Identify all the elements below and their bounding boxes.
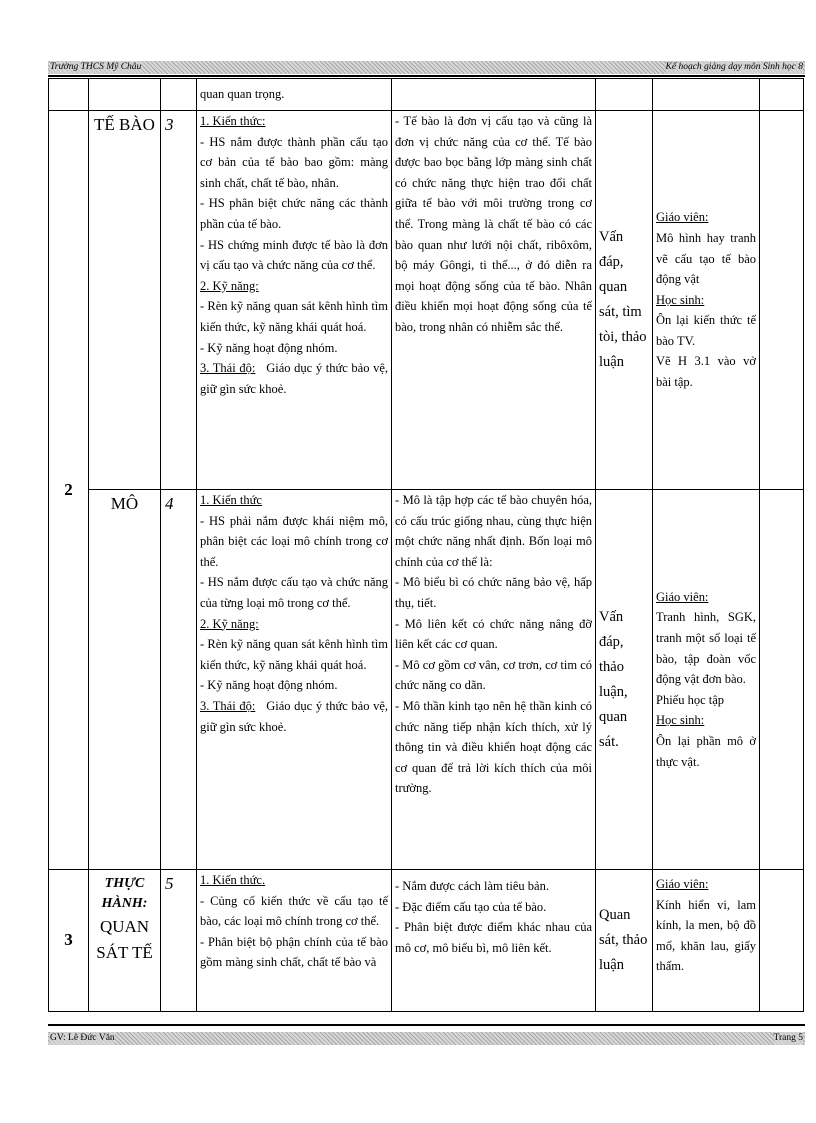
topic-cell: MÔ bbox=[89, 490, 161, 870]
page-header bbox=[48, 61, 805, 74]
attitude-text: Giáo dục ý thức bảo vệ, giữ gìn sức khoẻ. bbox=[200, 698, 389, 734]
period-number: 5 bbox=[161, 870, 197, 1012]
school-name: Trường THCS Mỹ Châu bbox=[50, 62, 142, 72]
goals-cell bbox=[197, 870, 392, 1012]
knowledge-heading: 1. Kiến thức bbox=[200, 493, 262, 507]
knowledge-item: - HS phải nắm được khái niệm mô, phân biệt các loại mô chính trong cơ thể. bbox=[200, 513, 388, 569]
knowledge-item: - Phân biệt bộ phận chính của tế bào gồm màng sinh chất, chất tế bào và bbox=[200, 934, 388, 970]
content-cell bbox=[392, 490, 596, 870]
goals-cell bbox=[197, 490, 392, 870]
knowledge-item: - HS chứng minh được tế bào là đơn vị cấu tạo và chức năng của cơ thể. bbox=[200, 237, 388, 273]
knowledge-item: - HS nắm được thành phần cấu tạo cơ bản của tế bào bao gồm: màng sinh chất, chất tế bào, nhân. bbox=[200, 134, 388, 190]
student-heading: Học sinh: bbox=[656, 713, 705, 728]
skills-heading: 2. Kỹ năng: bbox=[200, 616, 259, 631]
footer-rule bbox=[48, 1024, 805, 1026]
attitude-text: Giáo dục ý thức bảo vệ, giữ gìn sức khoẻ. bbox=[200, 361, 389, 396]
teacher-name: GV: Lê Đức Văn bbox=[50, 1033, 115, 1043]
content-item: - Tế bào là đơn vị cấu tạo và cũng là đơn vị chức năng của cơ thể. Tế bào được bao bọc bằng lớp màng sinh chất có chức năng thực hiện trao đổi chất giữa tế bào với môi trường trong cơ thể. Trong màng là chất tế bào có các bào quan như lưới nội chất, ribôxôm, bộ máy Gôngi, ti thể..., ở đó diễn ra mọi hoạt động sống của tế bào. Nhân điều khiển mọi hoạt động sống của tế bào, trong nhân có nhiễm sắc thể. bbox=[395, 114, 592, 334]
period-number: 3 bbox=[161, 111, 197, 490]
goals-cell bbox=[197, 111, 392, 490]
content-item: - Mô biểu bì có chức năng bảo vệ, hấp thụ, tiết. bbox=[395, 575, 592, 610]
skills-heading: 2. Kỹ năng: bbox=[200, 278, 259, 293]
student-prep: Ôn lại phần mô ở thực vật. bbox=[656, 733, 756, 769]
topic-line: SÁT TẾ bbox=[96, 943, 153, 962]
table-row bbox=[49, 111, 804, 490]
topic-line: HÀNH: bbox=[101, 896, 148, 911]
prep-cell bbox=[653, 870, 760, 1012]
teacher-prep: Tranh hình, SGK, tranh một số loại tế bào, tập đoàn vốc động vật đơn bào. bbox=[656, 610, 756, 687]
topic-line: QUAN bbox=[99, 917, 150, 936]
topic-cell bbox=[89, 870, 161, 1012]
student-prep: Vẽ H 3.1 vào vở bài tập. bbox=[656, 354, 756, 390]
prep-cell bbox=[653, 490, 760, 870]
attitude-heading: 3. Thái độ: bbox=[200, 698, 256, 713]
page-number: Trang 5 bbox=[773, 1033, 803, 1043]
page-footer bbox=[48, 1032, 805, 1045]
topic-cell: TẾ BÀO bbox=[89, 111, 161, 490]
teacher-heading: Giáo viên: bbox=[656, 210, 709, 225]
chapter-number: 3 bbox=[49, 870, 89, 1012]
chapter-number: 2 bbox=[49, 111, 89, 870]
content-item: - Nắm được cách làm tiêu bản. bbox=[395, 879, 549, 893]
content-item: - Phân biệt được điểm khác nhau của mô cơ, mô biểu bì, mô liên kết. bbox=[395, 920, 592, 955]
method-cell: Vấn đáp, quan sát, tìm tòi, thảo luận bbox=[596, 111, 653, 490]
teacher-heading: Giáo viên: bbox=[656, 877, 709, 891]
prep-cell bbox=[653, 111, 760, 490]
header-rule bbox=[48, 75, 805, 77]
skills-item: - Kỹ năng hoạt động nhóm. bbox=[200, 678, 338, 693]
teacher-prep-extra: Phiếu học tập bbox=[656, 692, 725, 707]
content-item: - Mô thần kinh tạo nên hệ thần kinh có chức năng tiếp nhận kích thích, xử lý thông tin và điều khiển hoạt động các cơ quan để trả lời kích thích của môi trường. bbox=[395, 698, 592, 796]
content-cell bbox=[392, 111, 596, 490]
table-row bbox=[49, 870, 804, 1012]
attitude-heading: 3. Thái độ: bbox=[200, 361, 256, 376]
method-cell: Vấn đáp, thảo luận, quan sát. bbox=[596, 490, 653, 870]
content-cell bbox=[392, 870, 596, 1012]
content-item: - Mô liên kết có chức năng nâng đỡ liên kết các cơ quan. bbox=[395, 616, 592, 652]
content-item: - Mô là tập hợp các tế bào chuyên hóa, có cấu trúc giống nhau, cùng thực hiện một chức năng nhất định. Bốn loại mô chính của cơ thể là: bbox=[395, 493, 592, 569]
topic-line: THỰC bbox=[104, 876, 145, 891]
content-item: - Đặc điểm cấu tạo của tế bào. bbox=[395, 899, 547, 914]
lesson-plan-table bbox=[48, 78, 804, 1012]
skills-item: - Rèn kỹ năng quan sát kênh hình tìm kiến thức, kỹ năng khái quát hoá. bbox=[200, 637, 388, 672]
skills-item: - Kỹ năng hoạt động nhóm. bbox=[200, 340, 338, 355]
student-heading: Học sinh: bbox=[656, 292, 705, 307]
skills-item: - Rèn kỹ năng quan sát kênh hình tìm kiến thức, kỹ năng khái quát hoá. bbox=[200, 299, 388, 334]
method-cell: Quan sát, thảo luận bbox=[596, 870, 653, 1012]
plan-title: Kế hoạch giảng dạy môn Sinh học 8 bbox=[665, 62, 803, 72]
continuation-text: quan quan trọng. bbox=[197, 79, 392, 111]
knowledge-heading: 1. Kiến thức: bbox=[200, 114, 266, 128]
knowledge-item: - HS nắm được cấu tạo và chức năng của từng loại mô trong cơ thể. bbox=[200, 575, 388, 610]
table-row bbox=[49, 490, 804, 870]
knowledge-item: - HS phân biệt chức năng các thành phần của tế bào. bbox=[200, 196, 388, 231]
teacher-prep: Kính hiển vi, lam kính, la men, bộ đồ mổ, khăn lau, giấy thấm. bbox=[656, 897, 756, 974]
student-prep: Ôn lại kiến thức tế bào TV. bbox=[656, 313, 756, 348]
teacher-prep: Mô hình hay tranh vẽ cấu tạo tế bào động vật bbox=[656, 230, 756, 287]
knowledge-item: - Củng cố kiến thức về cấu tạo tế bào, các loại mô chính trong cơ thể. bbox=[200, 893, 388, 929]
content-item: - Mô cơ gồm cơ vân, cơ trơn, cơ tim có chức năng co dãn. bbox=[395, 657, 592, 693]
table-row bbox=[49, 79, 804, 111]
knowledge-heading: 1. Kiến thức. bbox=[200, 873, 266, 887]
teacher-heading: Giáo viên: bbox=[656, 589, 709, 604]
period-number: 4 bbox=[161, 490, 197, 870]
